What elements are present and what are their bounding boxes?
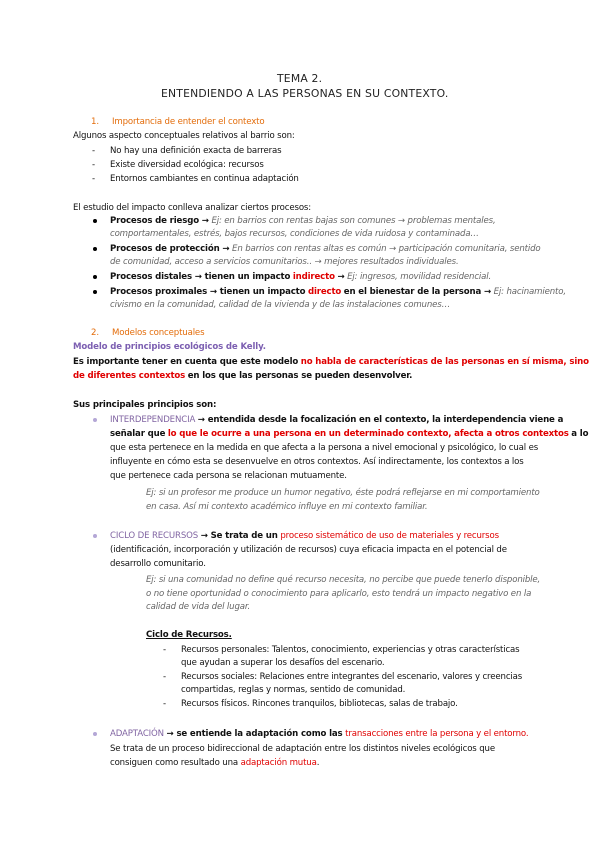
model-paragraph-highlight: de diferentes contextos [73, 371, 186, 381]
process-distales-key: indirecto [292, 272, 335, 282]
model-paragraph-highlight: no habla de características de las personas en sí misma, sino [300, 357, 589, 367]
adaptacion-line2: Se trata de un proceso bidireccional de adaptación entre los distintos niveles ecológicos que [110, 744, 495, 754]
recurso-fisico: Recursos físicos. Rincones tranquilos, bibliotecas, salas de trabajo. [181, 699, 458, 709]
interdependencia-line1 [110, 414, 563, 426]
bullet-dot [93, 534, 97, 538]
process-riesgo-example: Ej: en barrios con rentas bajas son comunes → problemas mentales, [211, 216, 496, 226]
process-riesgo-label: Procesos de riesgo → [110, 216, 209, 226]
process-proximales-example: Ej: hacinamiento, [493, 287, 566, 297]
section1-number: 1. [91, 117, 99, 127]
adaptacion-text: . [316, 758, 320, 768]
recurso-personal-line1: Recursos personales: Talentos, conocimiento, experiencias y otras características [181, 645, 520, 655]
recurso-social-line2: compartidas, reglas y normas, sentido de comunidad. [181, 685, 406, 695]
bullet-dot [93, 219, 97, 223]
section2-heading: Modelos conceptuales [112, 328, 205, 338]
section1-intro: Algunos aspecto conceptuales relativos al barrio son: [73, 131, 295, 141]
interdependencia-example-line2: en casa. Así mi contexto académico influye en mi contexto familiar. [146, 502, 428, 512]
section2-number: 2. [91, 328, 99, 338]
ciclo-example-line1: Ej: si una comunidad no define qué recurso necesita, no percibe que puede tenerlo disponible, [146, 575, 541, 585]
model-paragraph-text: Es importante tener en cuenta que este modelo [73, 357, 299, 367]
interdependencia-line2 [110, 428, 588, 440]
list-item: No hay una definición exacta de barreras [110, 146, 282, 156]
bullet-dot [93, 732, 97, 736]
ciclo-example-line2: o no tiene oportunidad o conocimiento para aplicarlo, esto tendrá un impacto negativo en la [146, 589, 532, 599]
adaptacion-label: ADAPTACIÓN [110, 729, 164, 739]
process-riesgo [110, 215, 496, 227]
bullet-dot [93, 290, 97, 294]
process-proteccion-label: Procesos de protección → [110, 244, 230, 254]
recurso-personal-line2: que ayudan a superar los desafíos del escenario. [181, 658, 385, 668]
adaptacion-text: → se entiende la adaptación como las [166, 729, 343, 739]
study-intro: El estudio del impacto conlleva analizar ciertos procesos: [73, 203, 312, 213]
process-proximales-label: Procesos proximales → tienen un impacto [110, 287, 306, 297]
ciclo-subtitle: Ciclo de Recursos. [146, 630, 232, 640]
interdependencia-text: → entendida desde la focalización en el contexto, la interdependencia viene a [197, 415, 564, 425]
dash-bullet: - [92, 146, 96, 156]
model-paragraph-line1 [73, 356, 589, 368]
dash-bullet: - [92, 174, 96, 184]
ciclo-line3: desarrollo comunitario. [110, 559, 206, 569]
doc-title-line1: TEMA 2. [277, 72, 323, 85]
interdependencia-text: señalar que [110, 429, 166, 439]
adaptacion-highlight: adaptación mutua [240, 758, 317, 768]
adaptacion-text: consiguen como resultado una [110, 758, 238, 768]
principles-intro: Sus principales principios son: [73, 400, 217, 410]
adaptacion-highlight: transacciones entre la persona y el entorno. [345, 729, 529, 739]
process-proximales [110, 286, 566, 298]
interdependencia-label: INTERDEPENDENCIA [110, 415, 196, 425]
model-paragraph-line2 [73, 370, 412, 382]
interdependencia-text: a lo [571, 429, 589, 439]
adaptacion-line3 [110, 757, 319, 769]
interdependencia-highlight: lo que le ocurre a una persona en un determinado contexto, afecta a otros contextos [167, 429, 569, 439]
interdependencia-example-line1: Ej: si un profesor me produce un humor negativo, éste podrá reflejarse en mi comportamiento [146, 488, 540, 498]
list-item: Existe diversidad ecológica: recursos [110, 160, 264, 170]
recurso-social-line1: Recursos sociales: Relaciones entre integrantes del escenario, valores y creencias [181, 672, 523, 682]
process-riesgo-example-cont: comportamentales, estrés, bajos recursos, condiciones de vida ruidosa y contaminada… [110, 229, 479, 239]
list-item: Entornos cambiantes en continua adaptación [110, 174, 299, 184]
process-proximales-key: directo [307, 287, 342, 297]
dash-bullet: - [163, 672, 167, 682]
process-proteccion-example: En barrios con rentas altas es común → participación comunitaria, sentido [232, 244, 541, 254]
interdependencia-line3: que esta pertenece en la medida en que afecta a la persona a nivel emocional y psicológico, lo cual es [110, 443, 539, 453]
process-proteccion [110, 243, 541, 255]
ciclo-line2: (identificación, incorporación y utilización de recursos) cuya eficacia impacta en el potencial de [110, 545, 507, 555]
model-title: Modelo de principios ecológicos de Kelly. [73, 342, 266, 352]
process-proximales-mid: en el bienestar de la persona → [343, 287, 492, 297]
process-proteccion-example-cont: de comunidad, acceso a servicios comunitarios.. → mejores resultados individuales. [110, 257, 459, 267]
section1-heading: Importancia de entender el contexto [112, 117, 265, 127]
dash-bullet: - [163, 645, 167, 655]
adaptacion-line1 [110, 728, 528, 740]
ciclo-line1 [110, 530, 499, 542]
process-distales-example: Ej: ingresos, movilidad residencial. [347, 272, 492, 282]
doc-title-line2: ENTENDIENDO A LAS PERSONAS EN SU CONTEXTO. [161, 87, 449, 100]
ciclo-highlight: proceso sistemático de uso de materiales y recursos [280, 531, 499, 541]
bullet-dot [93, 275, 97, 279]
ciclo-label: CICLO DE RECURSOS [110, 531, 199, 541]
model-paragraph-text: en los que las personas se pueden desenvolver. [187, 371, 413, 381]
bullet-dot [93, 418, 97, 422]
process-proximales-example-cont: civismo en la comunidad, calidad de la vivienda y de las instalaciones comunes… [110, 300, 451, 310]
ciclo-text: → Se trata de un [200, 531, 278, 541]
arrow-icon: → [337, 272, 345, 282]
process-distales [110, 271, 491, 283]
dash-bullet: - [92, 160, 96, 170]
process-distales-label: Procesos distales → tienen un impacto [110, 272, 291, 282]
dash-bullet: - [163, 699, 167, 709]
bullet-dot [93, 247, 97, 251]
interdependencia-line5: que pertenece cada persona se relacionan mutuamente. [110, 471, 347, 481]
ciclo-example-line3: calidad de vida del lugar. [146, 602, 251, 612]
interdependencia-line4: influyente en cómo esta se desenvuelve en otros contextos. Así indirectamente, los contextos a los [110, 457, 524, 467]
